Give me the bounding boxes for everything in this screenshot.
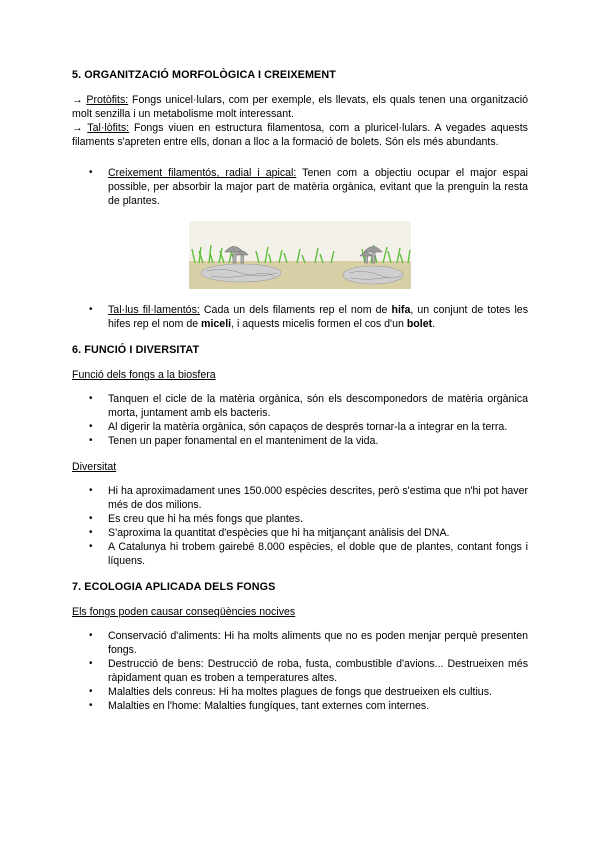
list-item: • Tal·lus fil·lamentós: Cada un dels filaments rep el nom de hifa, un conjunt de totes les hifes rep el nom de miceli, i aquests micelis formen el cos d'un bolet.	[72, 303, 528, 331]
fungus-growth-illustration	[189, 221, 411, 289]
section-7-heading: 7. ECOLOGIA APLICADA DELS FONGS	[72, 581, 276, 593]
list-item: • Tenen un paper fonamental en el manteniment de la vida.	[72, 434, 528, 448]
thallus-list	[72, 303, 528, 331]
biosphere-subheading: Funció dels fongs a la biosfera	[72, 369, 216, 381]
list-item: • Es creu que hi ha més fongs que plantes.	[72, 512, 528, 526]
list-item: • Conservació d'aliments: Hi ha molts aliments que no es poden menjar perquè presenten fongs.	[72, 629, 528, 657]
protofits-term: Protòfits:	[86, 94, 129, 106]
diversity-subheading: Diversitat	[72, 461, 117, 473]
list-item: • S'aproxima la quantitat d'espècies que hi ha mitjançant anàlisis del DNA.	[72, 526, 528, 540]
list-item: • A Catalunya hi trobem gairebé 8.000 espècies, el doble que de plantes, contant fongs i líquens.	[72, 540, 528, 568]
list-item: • Hi ha aproximadament unes 150.000 espècies descrites, però s'estima que n'hi pot haver més de dos milions.	[72, 484, 528, 512]
section-5-heading: 5. ORGANITZACIÓ MORFOLÒGICA I CREIXEMENT	[72, 69, 336, 81]
list-item: • Malalties en l'home: Malalties fungíques, tant externes com internes.	[72, 699, 528, 713]
diversity-list	[72, 484, 528, 568]
harmful-effects-list	[72, 629, 528, 713]
harmful-effects-subheading: Els fongs poden causar conseqüències nocives	[72, 606, 296, 618]
list-item: • Al digerir la matèria orgànica, són capaços de després tornar-la a integrar en la terra.	[72, 420, 528, 434]
list-item: • Malalties dels conreus: Hi ha moltes plagues de fongs que destrueixen els cultius.	[72, 685, 528, 699]
list-item: • Destrucció de bens: Destrucció de roba, fusta, combustible d'avions... Destrueixen més ràpidament quan es troben a temperatures altes.	[72, 657, 528, 685]
talofits-term: Tal·lòfits:	[87, 122, 130, 134]
list-item: • Creixement filamentós, radial i apical: Tenen com a objectiu ocupar el major espai possible, per absorbir la major part de matèria orgànica, evitant que la prenguin la resta de plantes.	[72, 166, 528, 208]
section-6-heading: 6. FUNCIÓ I DIVERSITAT	[72, 344, 200, 356]
talofits-paragraph: → Tal·lòfits: Fongs viuen en estructura filamentosa, com a pluricel·lulars. A vegades aquests filaments s'apreten entre ells, donan a lloc a la formació de bolets. Són els més abundants.	[72, 122, 528, 148]
growth-list	[72, 166, 528, 208]
biosphere-list	[72, 392, 528, 448]
list-item: • Tanquen el cicle de la matèria orgànica, són els descomponedors de matèria orgànica morta, juntament amb els bacteris.	[72, 392, 528, 420]
mycelium-patch-right	[343, 266, 403, 284]
protofits-paragraph: → Protòfits: Fongs unicel·lulars, com per exemple, els llevats, els quals tenen una organització molt senzilla i un metabolisme molt interessant.	[72, 94, 528, 120]
